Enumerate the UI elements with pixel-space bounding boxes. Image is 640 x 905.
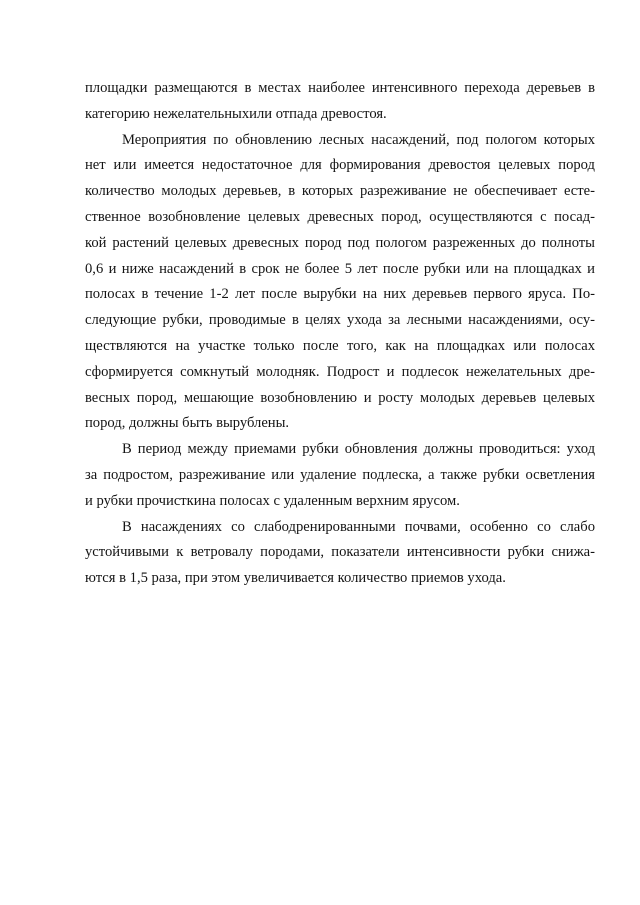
paragraph-line: следующие рубки, проводимые в целях ухода за лесными насаждениями, осу-: [85, 312, 595, 329]
paragraph-4: [85, 515, 595, 592]
paragraph-line: и рубки прочисткина полосах с удаленным верхним ярусом.: [85, 492, 460, 509]
paragraph-line: ются в 1,5 раза, при этом увеличивается количество приемов ухода.: [85, 570, 506, 587]
paragraph-line: площадки размещаются в местах наиболее интенсивного перехода деревьев в: [85, 80, 595, 96]
paragraph-line: весных пород, мешающие возобновлению и росту молодых деревьев целевых: [85, 389, 595, 406]
paragraph-line: за подростом, разреживание или удаление подлеска, а также рубки осветления: [85, 466, 595, 483]
paragraph-line: В насаждениях со слабодренированными почвами, особенно со слабо: [122, 518, 595, 535]
paragraph-line: сформируется сомкнутый молодняк. Подрост и подлесок нежелательных дре-: [85, 363, 595, 380]
paragraph-line: категорию нежелательныхили отпада древостоя.: [85, 105, 387, 122]
document-body: [85, 76, 595, 592]
paragraph-3: [85, 437, 595, 514]
paragraph-line: Мероприятия по обновлению лесных насаждений, под пологом которых: [122, 131, 595, 148]
paragraph-1: [85, 76, 595, 128]
paragraph-line: нет или имеется недостаточное для формирования древостоя целевых пород: [85, 157, 595, 174]
paragraph-line: полосах в течение 1-2 лет после вырубки на них деревьев первого яруса. По-: [85, 286, 595, 303]
paragraph-line: устойчивыми к ветровалу породами, показатели интенсивности рубки снижа-: [85, 544, 595, 561]
paragraph-line: В период между приемами рубки обновления должны проводиться: уход: [122, 441, 595, 458]
paragraph-2: [85, 128, 595, 438]
paragraph-line: количество молодых деревьев, в которых разреживание не обеспечивает есте-: [85, 183, 595, 200]
paragraph-line: ственное возобновление целевых древесных пород, осуществляются с посад-: [85, 208, 595, 225]
paragraph-line: кой растений целевых древесных пород под пологом разреженных до полноты: [85, 234, 595, 251]
paragraph-line: пород, должны быть вырублены.: [85, 415, 290, 432]
paragraph-line: 0,6 и ниже насаждений в срок не более 5 лет после рубки или на площадках и: [85, 260, 595, 277]
paragraph-line: ществляются на участке только после того, как на площадках или полосах: [85, 337, 595, 354]
